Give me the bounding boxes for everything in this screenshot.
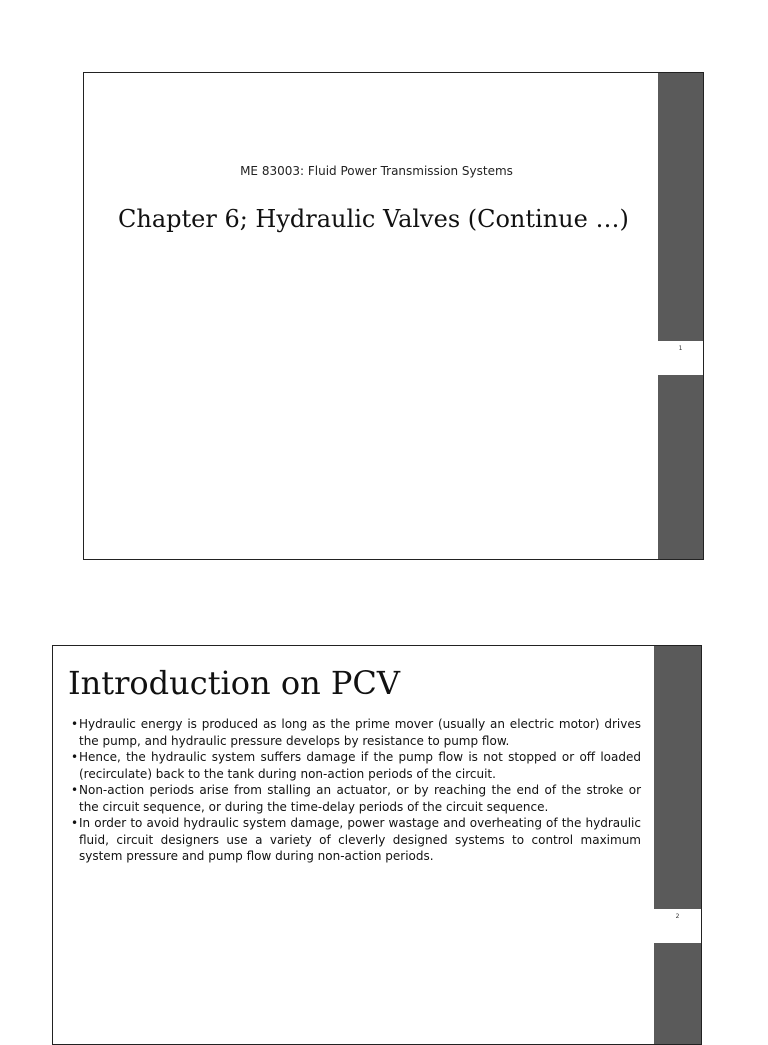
course-code: ME 83003: Fluid Power Transmission Systems — [240, 164, 513, 178]
slide-1 — [83, 72, 704, 560]
slide-side-bar — [654, 646, 701, 1044]
bullet-list — [73, 716, 641, 865]
bullet-item: • Hydraulic energy is produced as long as the prime mover (usually an electric motor) drives the pump, and hydraulic pressure develops by resistance to pump flow. — [73, 716, 641, 749]
slide-2 — [52, 645, 702, 1045]
page-number: 2 — [654, 909, 701, 943]
bullet-item: • Hence, the hydraulic system suffers damage if the pump flow is not stopped or off loaded (recirculate) back to the tank during non-action periods of the circuit. — [73, 749, 641, 782]
page-number: 1 — [658, 341, 703, 375]
slide-side-bar — [658, 73, 703, 559]
chapter-title: Chapter 6; Hydraulic Valves (Continue …) — [118, 205, 629, 233]
bullet-item: • In order to avoid hydraulic system damage, power wastage and overheating of the hydraulic fluid, circuit designers use a variety of cleverly designed systems to control maximum system pressure and pump flow during non-action periods. — [73, 815, 641, 865]
bullet-item: • Non-action periods arise from stalling an actuator, or by reaching the end of the stroke or the circuit sequence, or during the time-delay periods of the circuit sequence. — [73, 782, 641, 815]
slide-title: Introduction on PCV — [68, 664, 400, 702]
